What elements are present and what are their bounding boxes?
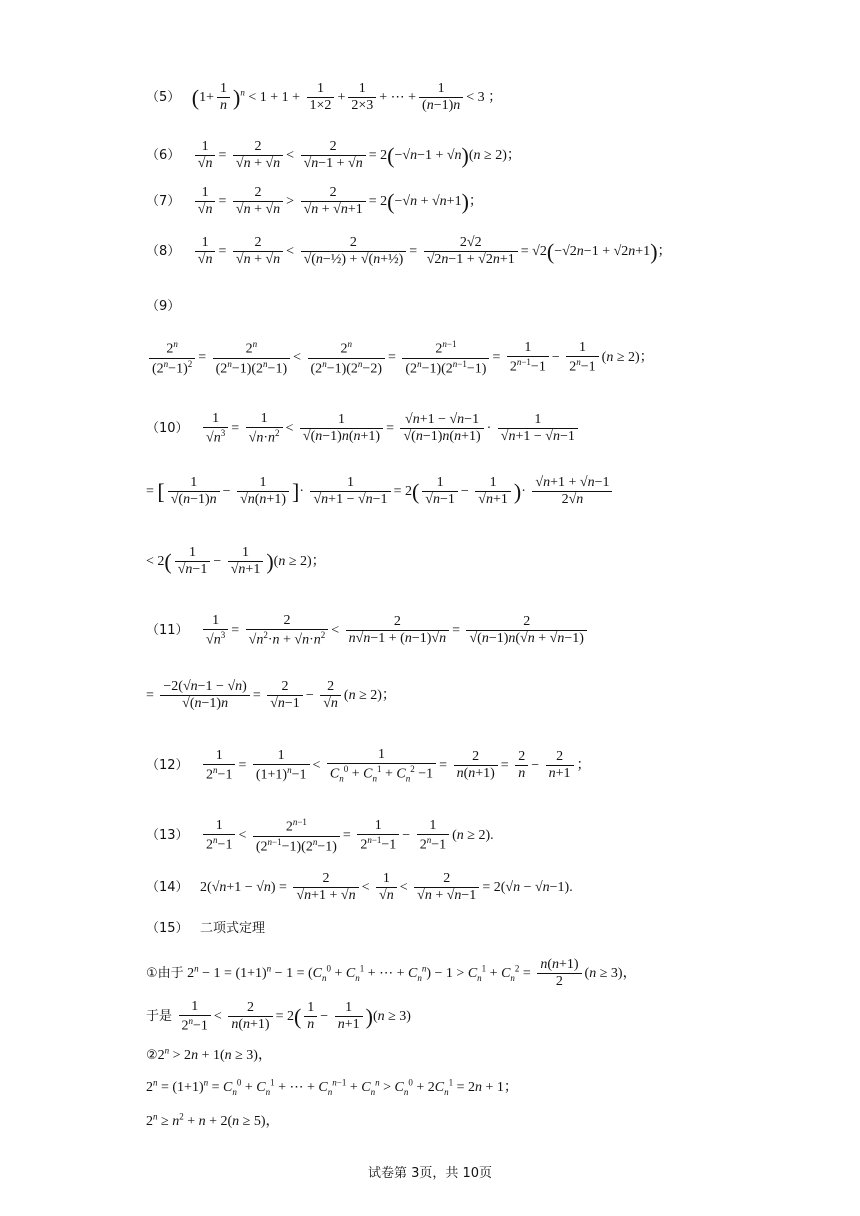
- line-15d: [146, 1078, 518, 1096]
- formula: $\frac{2^n}{(2^n-1)^2}$ = $\frac{2^n}{(2^n-1)(2^n-1)}$ < $\frac{2^n}{(2^n-1)(2^n-2)}$ = $\frac{2^{n-1}}{(2^n-1)(2^{n-1}-1)}$ = $\frac{1}{2^{n-1}-1}$ − $\frac{1}{2^n-1}$ (n ≥ 2)；: [146, 350, 654, 365]
- formula: (1+ $\frac{1}{n}$ )$^n$ < 1 + 1 + $\frac{1}{1\times 2}$ + $\frac{1}{2\times 3}$ + ⋯ + $\frac{1}{(n-1)n}$ < 3 ；: [191, 81, 503, 113]
- formula: $\frac{1}{√n^3}$ = $\frac{2}{√n^2\cdot n + √n\cdot n^2}$ < $\frac{2}{n√n-1 + (n-1)√n}$ = $\frac{2}{√(n-1)n(√n + √n-1)}$: [200, 623, 590, 638]
- formula: $\frac{1}{√n}$ = $\frac{2}{√n + √n}$ < $\frac{2}{√n-1 + √n}$ = 2(−√n−1 + √n)(n ≥ 2)；: [192, 148, 521, 163]
- line-6: [146, 140, 521, 171]
- line-15: [146, 922, 265, 936]
- item-label: （13）: [146, 828, 189, 844]
- formula: $2^n \ge n^2 + n + 2(n \ge 5)$，: [146, 1111, 280, 1129]
- formula: $\frac{1}{√n}$ = $\frac{2}{√n + √n}$ < $\frac{2}{\text{√(n−½) + √(n+½)}}$ = $\frac{2√2}{√2n-1 + √2n+1}$ = √2(−√2n−1 + √2n+1)；: [192, 244, 672, 259]
- item-label: （5）: [146, 89, 181, 105]
- formula: < 2( $\frac{1}{√n-1}$ − $\frac{1}{√n+1}$ )(n ≥ 2)；: [146, 545, 326, 577]
- formula: $\frac{1}{2^n-1}$ = $\frac{1}{(1+1)^n-1}$ < $\frac{1}{C_n^0 + C_n^1 + C_n^2 -1}$ = $\frac{2}{n(n+1)}$ = $\frac{2}{n}$ − $\frac{2}{n+1}$ ；: [200, 758, 590, 773]
- item-label: （15）: [146, 921, 189, 936]
- formula: ①由于 $2^n - 1 = (1+1)^n - 1 = (C_n^0 + C_n^1$ + ⋯ + $C_n^n) - 1 > C_n^1 + C_n^2$ = $\frac{n(n+1)}{2}$ (n ≥ 3)，: [146, 957, 637, 989]
- item-label: （11）: [146, 623, 189, 639]
- page-footer: 试卷第 3页，共 10页: [367, 1166, 493, 1181]
- line-8: [146, 236, 672, 267]
- item-label: （10）: [146, 421, 189, 437]
- line-15a: [146, 958, 637, 989]
- formula: = [ $\frac{1}{√(n-1)n}$ − $\frac{1}{√n(n+1)}$ ]· $\frac{1}{√n+1 - √n-1}$ = 2( $\frac{1}{√n-1}$ − $\frac{1}{√n+1}$ )· $\frac{√n+1 + √n-1}{2√n}$: [146, 484, 615, 499]
- line-11: [146, 614, 590, 648]
- line-11b: [146, 680, 396, 711]
- line-9-label: [146, 300, 188, 314]
- formula: 于是 $\frac{1}{2^n-1}$ < $\frac{2}{n(n+1)}$ = 2( $\frac{1}{n}$ − $\frac{1}{n+1}$ )(n ≥ 3): [146, 999, 411, 1034]
- formula: $\frac{1}{√n}$ = $\frac{2}{√n + √n}$ > $\frac{2}{√n + √n+1}$ = 2(−√n + √n+1)；: [192, 194, 483, 209]
- line-9: [146, 340, 654, 376]
- line-15c: [146, 1046, 272, 1063]
- item-label: （7）: [146, 193, 181, 209]
- item-label: （8）: [146, 243, 181, 259]
- item-label: （14）: [146, 879, 189, 895]
- item-label: （6）: [146, 147, 181, 163]
- formula: $②2^n > 2n + 1(n \ge 3)$，: [146, 1045, 272, 1063]
- line-10c: [146, 546, 326, 577]
- formula: 2(√n+1 − √n) = $\frac{2}{√n+1 + √n}$ < $\frac{1}{√n}$ < $\frac{2}{√n + √n-1}$ = 2(√n − √n−1).: [200, 871, 573, 903]
- line-12: [146, 748, 591, 783]
- line-10: [146, 412, 581, 446]
- formula: = $\frac{-2(√n-1 - √n)}{√(n-1)n}$ = $\frac{2}{√n-1}$ − $\frac{2}{√n}$ (n ≥ 2)；: [146, 679, 396, 711]
- line-14: [146, 872, 573, 903]
- line-7: [146, 186, 483, 217]
- formula: $2^n = (1+1)^n = C_n^0 + C_n^1$ + ⋯ + $C_n^{n-1} + C_n^n > C_n^0 + 2C_n^1 = 2n + 1$；: [146, 1077, 518, 1097]
- item-label: （12）: [146, 757, 189, 773]
- line-13: [146, 818, 494, 854]
- line-10b: [146, 476, 615, 507]
- item-label: （9）: [146, 299, 181, 314]
- line-15e: [146, 1112, 280, 1129]
- section-heading: 二项式定理: [200, 921, 266, 936]
- line-5: [146, 82, 502, 113]
- line-15b: [146, 1000, 411, 1034]
- formula: $\frac{1}{2^n-1}$ < $\frac{2^{n-1}}{(2^{n-1}-1)(2^n-1)}$ = $\frac{1}{2^{n-1}-1}$ − $\frac{1}{2^n-1}$ (n ≥ 2).: [200, 828, 494, 843]
- formula: $\frac{1}{√n^3}$ = $\frac{1}{√n\cdot n^2}$ < $\frac{1}{√(n-1)n(n+1)}$ = $\frac{√n+1 - √n-1}{√(n-1)n(n+1)}$ · $\frac{1}{√n+1 - √n-1}$: [200, 421, 581, 436]
